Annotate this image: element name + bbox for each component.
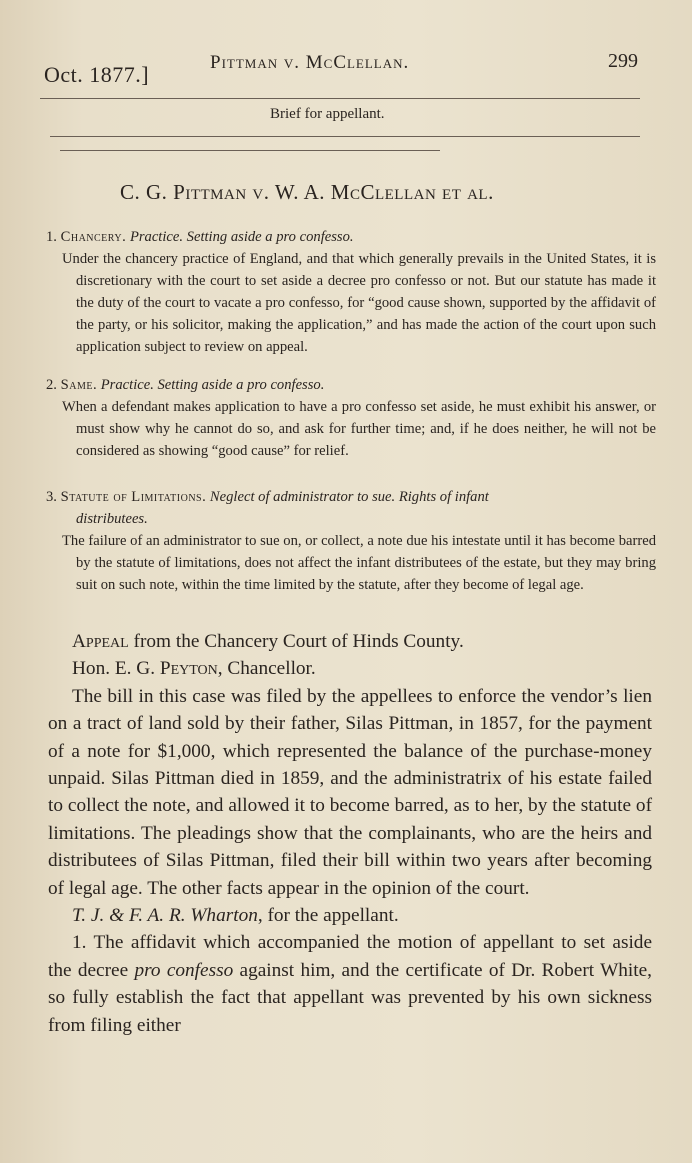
headnote-3 bbox=[46, 486, 656, 596]
argument-text-end: against him, and the certificate of Dr. Robert White, so fully establish the fact that appellant was prevented by his own sickness from filing either bbox=[48, 959, 653, 1036]
case-title: C. G. Pittman v. W. A. McClellan et al. bbox=[120, 180, 494, 204]
statement-paragraph: The bill in this case was filed by the appellees to enforce the vendor’s lien on a tract of land sold by their father, Silas Pittman, in 1857, for the payment of a note for $1,000, which represented the balance of the purchase-money unpaid. Silas Pittman died in 1859, and the administratrix of his estate failed to collect the note, and allowed it to become barred, as to her, by the statute of limitations. The pleadings show that the complainants, who are the heirs and distributees of Silas Pittman, filed their bill within two years after becoming of legal age. The other facts appear in the opinion of the court. bbox=[48, 685, 652, 899]
counsel-names: T. J. & F. A. R. Wharton bbox=[72, 905, 258, 927]
headnote-heading bbox=[46, 486, 656, 508]
opinion-body bbox=[48, 628, 652, 1039]
headnote-topic: Statute of Limitations. bbox=[60, 489, 207, 505]
headnote-number: 1. bbox=[46, 229, 57, 245]
headnote-heading bbox=[46, 226, 656, 248]
judge-prefix: Hon. E. G. bbox=[72, 658, 160, 680]
header-date: Oct. 1877.] bbox=[44, 62, 150, 87]
brief-label: Brief for appellant. bbox=[270, 106, 385, 122]
page-number: 299 bbox=[608, 50, 638, 72]
headnote-topic: Chancery. bbox=[60, 229, 127, 245]
section-rule-short bbox=[60, 150, 440, 151]
headnote-heading bbox=[46, 374, 656, 396]
argument-text: The affidavit which accompanied the motion of appellant to set aside the decree bbox=[48, 932, 652, 981]
headnote-text: The failure of an administrator to sue on, or collect, a note due his intestate until it has become barred by the statute of limitations, does not affect the infant distributees of the estate, but they may bring suit on such note, within the time limited by the statute, after they become of legal age. bbox=[62, 533, 656, 593]
headnote-subject: Neglect of administrator to sue. Rights of infant bbox=[209, 489, 489, 505]
headnote-topic: Same. bbox=[60, 377, 98, 393]
appeal-rest: from the Chancery Court of Hinds County. bbox=[128, 631, 464, 652]
running-header bbox=[0, 50, 692, 90]
headnote-number: 3. bbox=[46, 489, 57, 505]
headnote-1 bbox=[46, 226, 656, 358]
argument-italic: pro confesso bbox=[134, 959, 234, 981]
headnote-subject: Practice. Setting aside a pro confesso. bbox=[100, 377, 325, 393]
argument-paragraph bbox=[48, 929, 652, 1039]
counsel-suffix: , for the appellant. bbox=[257, 905, 399, 927]
headnote-2 bbox=[46, 374, 656, 462]
header-title: Pittman v. McClellan. bbox=[210, 52, 410, 73]
appeal-line bbox=[48, 628, 652, 655]
counsel-line bbox=[48, 902, 652, 929]
argument-number: 1. bbox=[72, 932, 87, 954]
appeal-lead: Appeal bbox=[72, 631, 129, 652]
section-rule bbox=[50, 136, 640, 137]
judge-name: Peyton bbox=[159, 658, 218, 680]
headnote-text: Under the chancery practice of England, and that which generally prevails in the United States, it is discretionary with the court to set aside a decree pro confesso or not. But our statute has made it the duty of the court to vacate a pro confesso, for “good cause shown, supported by the affidavit of the party, or his solicitor, making the application,” and has made the action of the court upon such application subject to review on appeal. bbox=[62, 251, 656, 355]
headnote-text: When a defendant makes application to have a pro confesso set aside, he must exhibit his answer, or must show why he cannot do so, and ask for further time; and, if he does neither, he will not be considered as showing “good cause” for relief. bbox=[62, 399, 656, 459]
headnote-subject-continued: distributees. bbox=[76, 511, 148, 527]
headnote-subject: Practice. Setting aside a pro confesso. bbox=[129, 229, 354, 245]
judge-line bbox=[48, 655, 652, 682]
judge-suffix: , Chancellor. bbox=[217, 658, 316, 680]
header-rule bbox=[40, 98, 640, 99]
headnote-number: 2. bbox=[46, 377, 57, 393]
